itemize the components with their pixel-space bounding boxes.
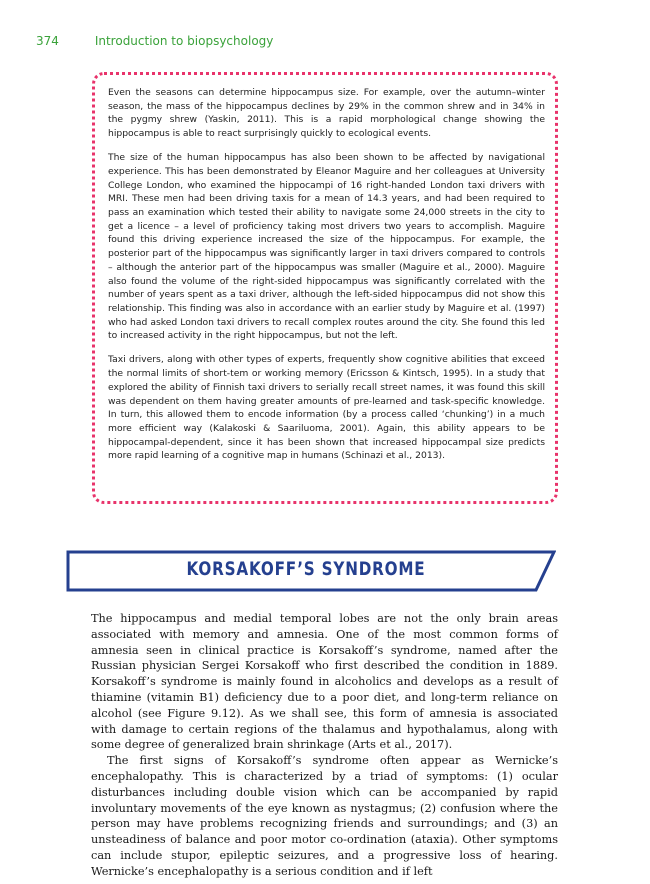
book-title: Introduction to biopsychology xyxy=(94,34,274,48)
body-paragraph: The first signs of Korsakoff’s syndrome often appear as Wernicke’s encephalopathy. This is characterized by a triad of symptoms: (1) ocular disturbances including double vision which can be accompanied by rapid involuntary movements of the eye known as nystagmus; (2) confusion where the person may have problems recognizing friends and surroundings; and (3) an unsteadiness of balance and poor motor co-ordination (ataxia). Other symptoms can include stupor, epileptic seizures, and a progressive loss of hearing. Wernicke’s encephalopathy is a serious condition and if left xyxy=(91,754,558,878)
box-paragraph: Taxi drivers, along with other types of experts, frequently show cognitive abilities that exceed the normal limits of short-tem or working memory (Ericsson & Kintsch, 1995). In a study that explored the ability of Finnish taxi drivers to serially recall street names, it was found this skill was dependent on them having greater amounts of pre-learned and task-specific knowledge. In turn, this allowed them to encode information (by a process called ‘chunking’) in a much more efficient way (Kalakoski & Saariluoma, 2001). Again, this ability appears to be hippocampal-dependent, since it has been shown that increased hippocampal size predicts more rapid learning of a cognitive map in humans (Schinazi et al., 2013). xyxy=(108,354,545,462)
box-paragraph: The size of the human hippocampus has also been shown to be affected by navigational experience. This has been demonstrated by Eleanor Maguire and her colleagues at University College London, who examined the hippocampi of 16 right-handed London taxi drivers with MRI. These men had been driving taxis for a mean of 14.3 years, and had been required to pass an examination which tested their ability to navigate some 24,000 streets in the city to get a licence – a level of proficiency taking most drivers two years to accomplish. Maguire found this driving experience increased the size of the hippocampus. For example, the posterior part of the hippocampus was significantly larger in taxi drivers compared to controls – although the anterior part of the hippocampus was smaller (Maguire et al., 2000). Maguire also found the volume of the right-sided hippocampus was significantly correlated with the number of years spent as a taxi driver, although the left-sided hippocampus did not show this relationship. This finding was also in accordance with an earlier study by Maguire et al. (1997) who had asked London taxi drivers to recall complex routes around the city. She found this led to increased activity in the right hippocampus, but not the left. xyxy=(108,152,545,342)
running-header xyxy=(36,34,273,48)
page-number: 374 xyxy=(36,34,59,48)
section-title: KORSAKOFF’S SYNDROME xyxy=(186,558,426,580)
section-heading-banner xyxy=(66,548,556,594)
body-paragraph: The hippocampus and medial temporal lobes are not the only brain areas associated with memory and amnesia. One of the most common forms of amnesia seen in clinical practice is Korsakoff’s syndrome, named after the Russian physician Sergei Korsakoff who first described the condition in 1889. Korsakoff’s syndrome is mainly found in alcoholics and develops as a result of thiamine (vitamin B1) deficiency due to a poor diet, and long-term reliance on alcohol (see Figure 9.12). As we shall see, this form of amnesia is associated with damage to certain regions of the thalamus and hypothalamus, along with some degree of generalized brain shrinkage (Arts et al., 2017). xyxy=(91,612,558,752)
box-paragraph: Even the seasons can determine hippocampus size. For example, over the autumn–winter season, the mass of the hippocampus declines by 29% in the common shrew and in 34% in the pygmy shrew (Yaskin, 2011). This is a rapid morphological change showing the hippocampus is able to react surprisingly quickly to ecological events. xyxy=(108,87,545,140)
info-box xyxy=(108,86,545,473)
main-body xyxy=(91,611,558,880)
